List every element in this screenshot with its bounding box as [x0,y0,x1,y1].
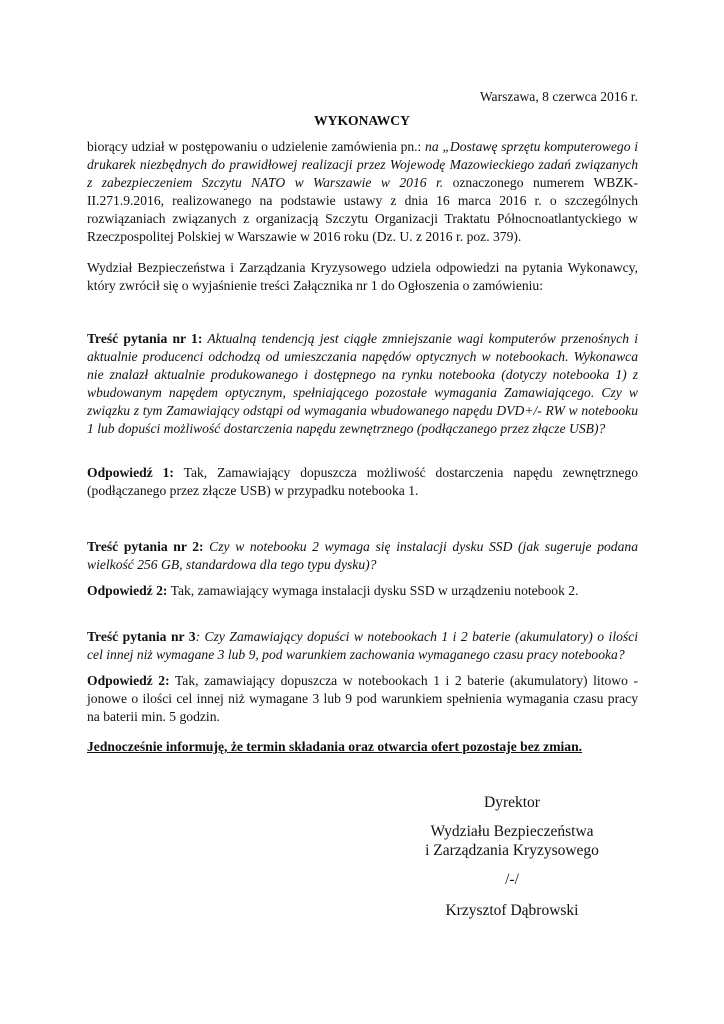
notice-text: Jednocześnie informuję, że termin składania oraz otwarcia ofert pozostaje bez zmian. [87,739,583,754]
question-1-text: Aktualną tendencją jest ciągłe zmniejszanie wagi komputerów przenośnych i aktualnie producenci odchodzą od umieszczania napędów optycznych w notebookach. Wykonawca nie znalazł aktualnie produkowanego i dostępnego na rynku notebooka (dotyczy notebooka 1) z wbudowanym napędem optycznym, spełniającego pozostałe wymagania Zamawiającego. Czy w związku z tym Zamawiający odstąpi od wymagania wbudowanego napędu DVD+/- RW w notebooku 1 lub dopuści możliwość dostarczenia napędu zewnętrznego (podłączanego przez złącze USB)? [87,331,639,436]
question-2-label: Treść pytania nr 2: [87,539,204,554]
signature-name: Krzysztof Dąbrowski [445,902,579,919]
question-2-text: Czy w notebooku 2 wymaga się instalacji dysku SSD (jak sugeruje podana wielkość 256 GB, standardowa dla tego typu dysku)? [87,539,638,572]
question-3-text: : Czy Zamawiający dopuści w notebookach 1 i 2 baterie (akumulatory) o ilości cel innej niż wymagane 3 lub 9, pod warunkiem zachowania wymaganego czasu pracy notebooka? [87,629,639,662]
answer-2 [87,582,638,600]
intro-paragraph-2 [87,259,638,295]
answer-2-text: Tak, zamawiający wymaga instalacji dysku SSD w urządzeniu notebook 2. [167,583,579,598]
question-3-label: Treść pytania nr 3 [87,629,196,644]
signature-dept-line-2: i Zarządzania Kryzysowego [425,842,599,859]
answer-3-text: Tak, zamawiający dopuszcza w notebookach 1 i 2 baterie (akumulatory) litowo - jonowe o ilości cel innej niż wymagane 3 lub 9 pod warunkiem spełnienia wymagania czasu pracy na baterii min. 5 godzin. [87,673,638,724]
question-3 [87,628,638,664]
question-2 [87,538,638,574]
document-heading: WYKONAWCY [314,113,410,128]
question-1-label: Treść pytania nr 1: [87,331,203,346]
answer-1-text: Tak, Zamawiający dopuszcza możliwość dostarczenia napędu zewnętrznego (podłączanego przez złącze USB) w przypadku notebooka 1. [87,465,638,498]
intro-paragraph-2-text: Wydział Bezpieczeństwa i Zarządzania Kryzysowego udziela odpowiedzi na pytania Wykonawcy, który zwrócił się o wyjaśnienie treści Załącznika nr 1 do Ogłoszenia o zamówieniu: [87,260,638,293]
signature-dept-line-1: Wydziału Bezpieczeństwa [430,823,594,840]
signature-role: Dyrektor [484,794,540,811]
answer-3-label: Odpowiedź 2: [87,673,170,688]
signature-mark: /-/ [505,871,519,888]
intro-title: na „Dostawę sprzętu komputerowego i drukarek niezbędnych do prawidłowej realizacji przez Wojewodę Mazowieckiego zadań związanych z zabezpieczeniem Szczytu NATO w Warszawie w 2016 r. [87,139,638,190]
answer-1 [87,464,638,500]
answer-2-label: Odpowiedź 2: [87,583,168,598]
answer-1-label: Odpowiedź 1: [87,465,174,480]
document-date: Warszawa, 8 czerwca 2016 r. [479,89,638,104]
intro-paragraph [87,138,638,246]
question-1 [87,330,638,438]
intro-lead: biorący udział w postępowaniu o udzielenie zamówienia pn.: [87,139,426,154]
answer-3 [87,672,638,726]
intro-rest: oznaczonego numerem WBZK-II.271.9.2016, realizowanego na podstawie ustawy z dnia 16 marca 2016 r. o szczególnych rozwiązaniach związanych z organizacją Szczytu Organizacji Traktatu Północnoatlantyckiego w Rzeczpospolitej Polskiej w Warszawie w 2016 roku (Dz. U. z 2016 r. poz. 379). [87,175,638,244]
